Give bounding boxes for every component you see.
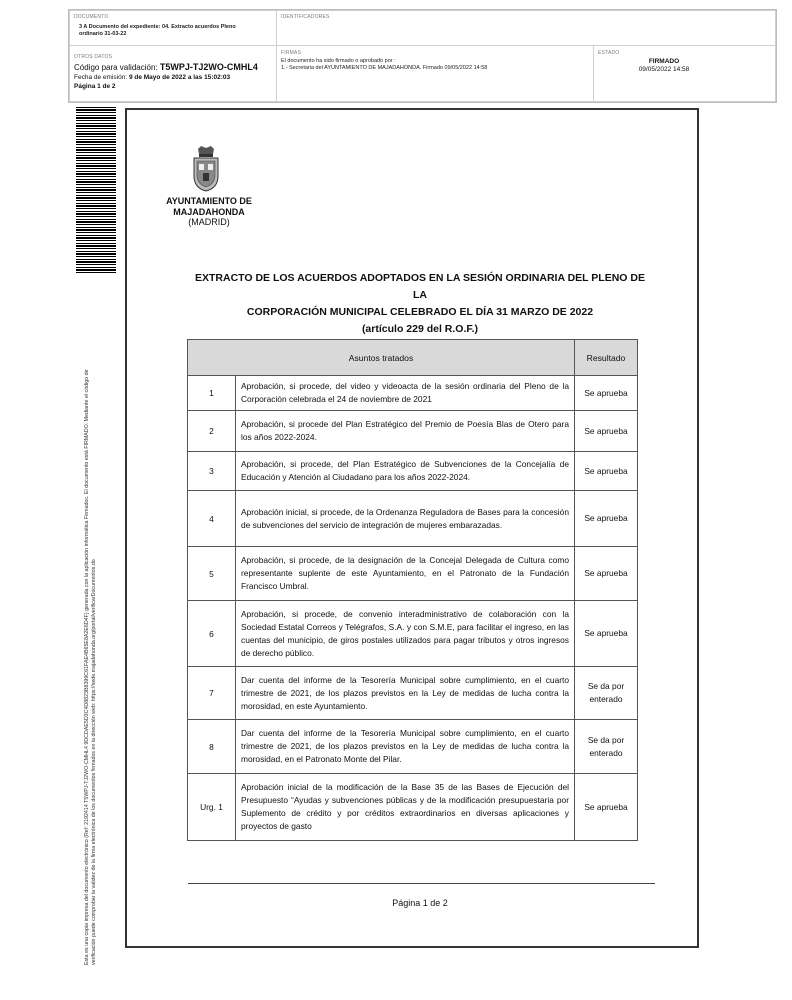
identificadores-label: IDENTIFICADORES	[281, 14, 330, 20]
row-result: Se aprueba	[575, 491, 638, 547]
fecha-prefix: Fecha de emisión:	[74, 73, 128, 81]
table-row	[188, 452, 638, 491]
table-row	[188, 411, 638, 452]
row-result: Se da por enterado	[575, 720, 638, 774]
estado-value: FIRMADO	[648, 58, 680, 65]
row-num: 7	[188, 667, 236, 720]
row-num: 4	[188, 491, 236, 547]
organization-name	[150, 196, 268, 228]
row-num: 8	[188, 720, 236, 774]
codigo-row	[74, 63, 274, 73]
firmas-label: FIRMAS	[281, 50, 302, 56]
table-row	[188, 774, 638, 841]
row-text: Aprobación, si procede, de convenio interadministrativo de colaboración con la Sociedad Estatal Correos y Telégrafos, S.A. y con S.M.E, para facilitar el ingreso, en las cuentas del municipio, de giros postales utilizados para pagar tributos y otros ingresos de derecho público.	[236, 601, 575, 667]
identificadores-cell	[276, 10, 776, 46]
row-text: Aprobación, si procede del Plan Estratégico del Premio de Poesía Blas de Otero para los años 2022-2024.	[236, 411, 575, 452]
table-row	[188, 547, 638, 601]
side-text-line1: Esta es una copia impresa del documento electrónico (Ref: 2192414 T5WPJ-TJ2WO-CMHL4 9DCDAE5D3C4D8823B8399C61FAE4B65E8A2E6D4F) generada con la aplicación informática Firmadoc. El documento está FIRMADO. Mediante el código de	[84, 369, 90, 965]
agreements-table	[187, 339, 638, 841]
fecha-value: 9 de Mayo de 2022 a las 15:02:03	[128, 73, 231, 81]
row-num: 6	[188, 601, 236, 667]
title-line2: CORPORACIÓN MUNICIPAL CELEBRADO EL DÍA 31 MARZO DE 2022	[246, 306, 594, 318]
estado-cell	[593, 45, 776, 102]
documento-cell	[69, 10, 277, 46]
estado-label: ESTADO	[598, 50, 620, 56]
row-result: Se aprueba	[575, 774, 638, 841]
row-text: Dar cuenta del informe de la Tesorería Municipal sobre cumplimiento, en el cuarto trimestre de 2021, de los plazos previstos en la Ley de medidas de lucha contra la morosidad, en el Patronato Monte del Pilar.	[236, 720, 575, 774]
row-result: Se aprueba	[575, 452, 638, 491]
row-text: Aprobación inicial, si procede, de la Ordenanza Reguladora de Bases para la concesión de subvenciones del servicio de integración de mujeres embarazadas.	[236, 491, 575, 547]
title-line3: (artículo 229 del R.O.F.)	[361, 323, 479, 335]
row-result: Se aprueba	[575, 411, 638, 452]
row-num: Urg. 1	[188, 774, 236, 841]
page-title	[195, 270, 645, 338]
estado-date: 09/05/2022 14:58	[638, 66, 690, 73]
row-text: Aprobación inicial de la modificación de la Base 35 de las Bases de Ejecución del Presupuesto “Ayudas y subvenciones públicas y de la modificación presupuestaria por Suplemento de crédito y por créditos extraordinarios en diversas aplicaciones y proyectos de gasto	[236, 774, 575, 841]
coat-of-arms-icon	[193, 146, 219, 192]
row-text: Aprobación, si procede, del video y videoacta de la sesión ordinaria del Pleno de la Corporación celebrada el 24 de noviembre de 2021	[236, 376, 575, 411]
row-text: Dar cuenta del informe de la Tesorería Municipal sobre cumplimiento, en el cuarto trimestre de 2021, de los plazos previstos en la Ley de medidas de lucha contra la morosidad, en este Ayuntamiento.	[236, 667, 575, 720]
row-result: Se aprueba	[575, 376, 638, 411]
row-result: Se da por enterado	[575, 667, 638, 720]
otros-datos-label: OTROS DATOS	[74, 54, 113, 60]
firmas-line2: 1.- Secretaria del AYUNTAMIENTO DE MAJADAHONDA. Firmado 09/05/2022 14:58	[281, 65, 488, 71]
footer-divider	[188, 883, 655, 884]
pagina-value: Página 1 de 2	[74, 83, 116, 90]
codigo-value: T5WPJ-TJ2WO-CMHL4	[159, 62, 258, 72]
row-text: Aprobación, si procede, del Plan Estratégico de Subvenciones de la Concejalía de Educación y Atención al Ciudadano para los años 2022-2024.	[236, 452, 575, 491]
table-row	[188, 667, 638, 720]
org-line2: MAJADAHONDA	[173, 206, 245, 217]
documento-value: 3 A Documento del expediente: 04. Extracto acuerdos Pleno ordinario 31-03-22	[79, 24, 236, 37]
table-header-row	[188, 340, 638, 376]
row-num: 1	[188, 376, 236, 411]
org-line3: (MADRID)	[188, 217, 230, 227]
row-result: Se aprueba	[575, 601, 638, 667]
table-row	[188, 491, 638, 547]
table-row	[188, 720, 638, 774]
barcode	[76, 107, 116, 275]
table-row	[188, 601, 638, 667]
row-num: 2	[188, 411, 236, 452]
table-row	[188, 376, 638, 411]
row-text: Aprobación, si procede, de la designación de la Concejal Delegada de Cultura como representante suplente de este Ayuntamiento, en el Patronato de la Fundación Francisco Umbral.	[236, 547, 575, 601]
title-line1: EXTRACTO DE LOS ACUERDOS ADOPTADOS EN LA SESIÓN ORDINARIA DEL PLENO DE LA	[195, 272, 645, 301]
firmas-cell	[276, 45, 594, 102]
codigo-prefix: Código para validación:	[74, 63, 158, 72]
row-num: 3	[188, 452, 236, 491]
row-result: Se aprueba	[575, 547, 638, 601]
documento-label: DOCUMENTO	[74, 14, 109, 20]
row-num: 5	[188, 547, 236, 601]
fecha-row	[74, 73, 274, 83]
otros-datos-cell	[69, 45, 277, 102]
page-number: Página 1 de 2	[392, 898, 448, 908]
col-asuntos: Asuntos tratados	[188, 340, 575, 376]
side-text-line2: verificación puede comprobar la validez de la firma electrónica de los documentos firmados en la dirección web: https://sede.majadahonda.org/portal/verificarDocumentos.do	[91, 559, 97, 965]
signature-header	[68, 9, 777, 103]
col-resultado: Resultado	[575, 340, 638, 376]
firmas-line1: El documento ha sido firmado o aprobado por :	[281, 58, 396, 64]
org-line1: AYUNTAMIENTO DE	[166, 196, 252, 206]
